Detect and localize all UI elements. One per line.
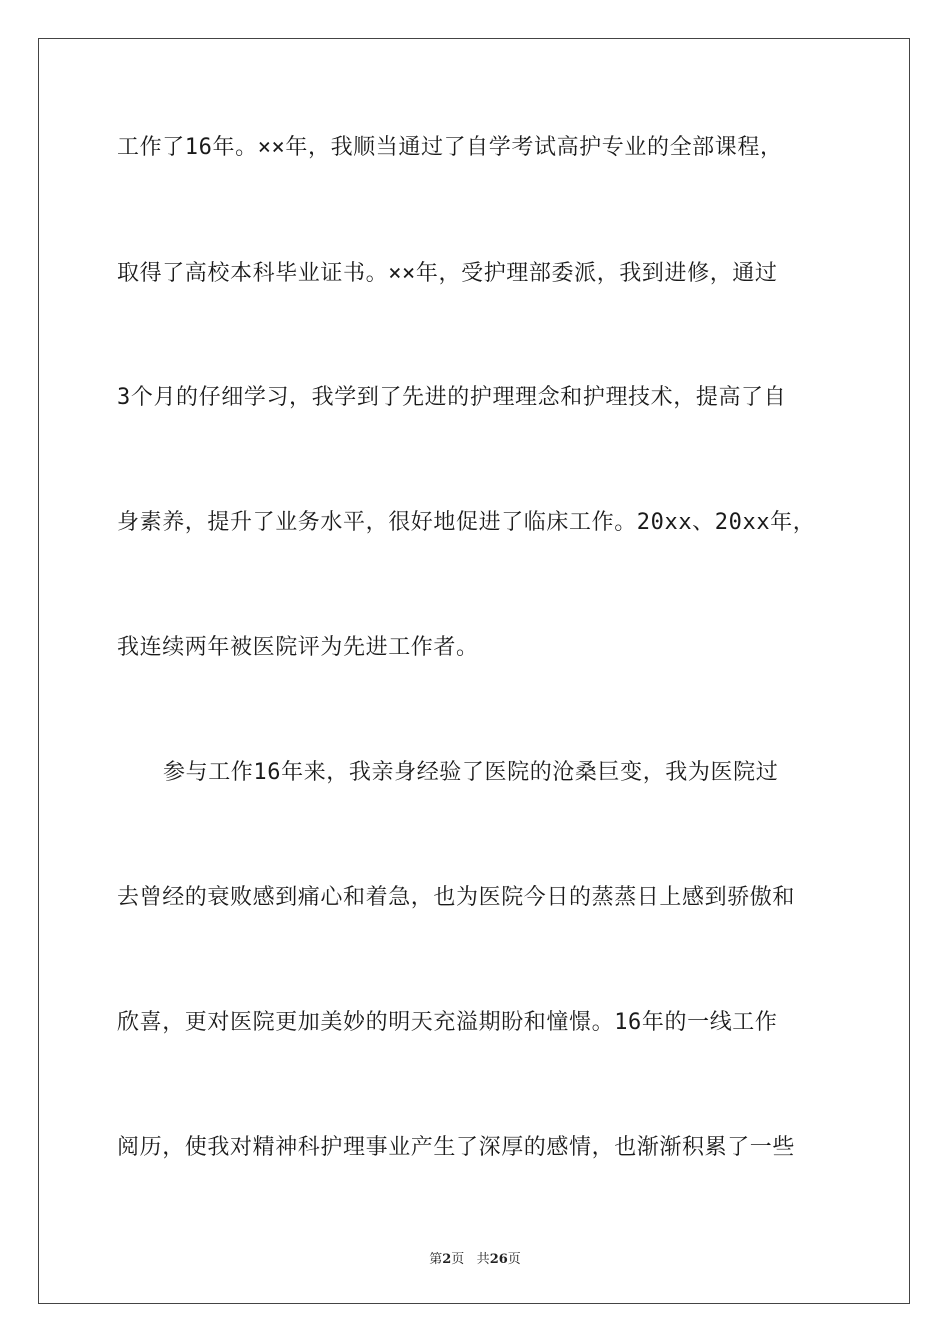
page-number: 2 bbox=[442, 1252, 452, 1267]
total-pages: 26 bbox=[489, 1252, 508, 1267]
text-line: 我连续两年被医院评为先进工作者。 bbox=[117, 635, 479, 660]
text-line: 取得了高校本科毕业证书。××年，受护理部委派，我到进修，通过 bbox=[117, 261, 778, 286]
text-line: 去曾经的衰败感到痛心和着急，也为医院今日的蒸蒸日上感到骄傲和 bbox=[117, 885, 796, 910]
text-line: 工作了16年。××年，我顺当通过了自学考试高护专业的全部课程， bbox=[117, 135, 783, 160]
text-line: 3个月的仔细学习，我学到了先进的护理理念和护理技术，提高了自 bbox=[117, 385, 787, 410]
total-suffix: 页 bbox=[507, 1252, 521, 1267]
paragraph-start-line: 参与工作16年来，我亲身经验了医院的沧桑巨变，我为医院过 bbox=[163, 760, 779, 785]
page-footer bbox=[0, 1248, 950, 1267]
text-line: 欣喜，更对医院更加美妙的明天充溢期盼和憧憬。16年的一线工作 bbox=[117, 1010, 778, 1035]
text-line: 身素养，提升了业务水平，很好地促进了临床工作。20xx、20xx年， bbox=[117, 510, 816, 535]
page-prefix: 第 bbox=[429, 1252, 443, 1267]
page-border bbox=[38, 38, 910, 1304]
page-suffix: 页 bbox=[451, 1252, 465, 1267]
text-line: 阅历，使我对精神科护理事业产生了深厚的感情，也渐渐积累了一些 bbox=[117, 1135, 796, 1160]
total-prefix: 共 bbox=[476, 1252, 490, 1267]
